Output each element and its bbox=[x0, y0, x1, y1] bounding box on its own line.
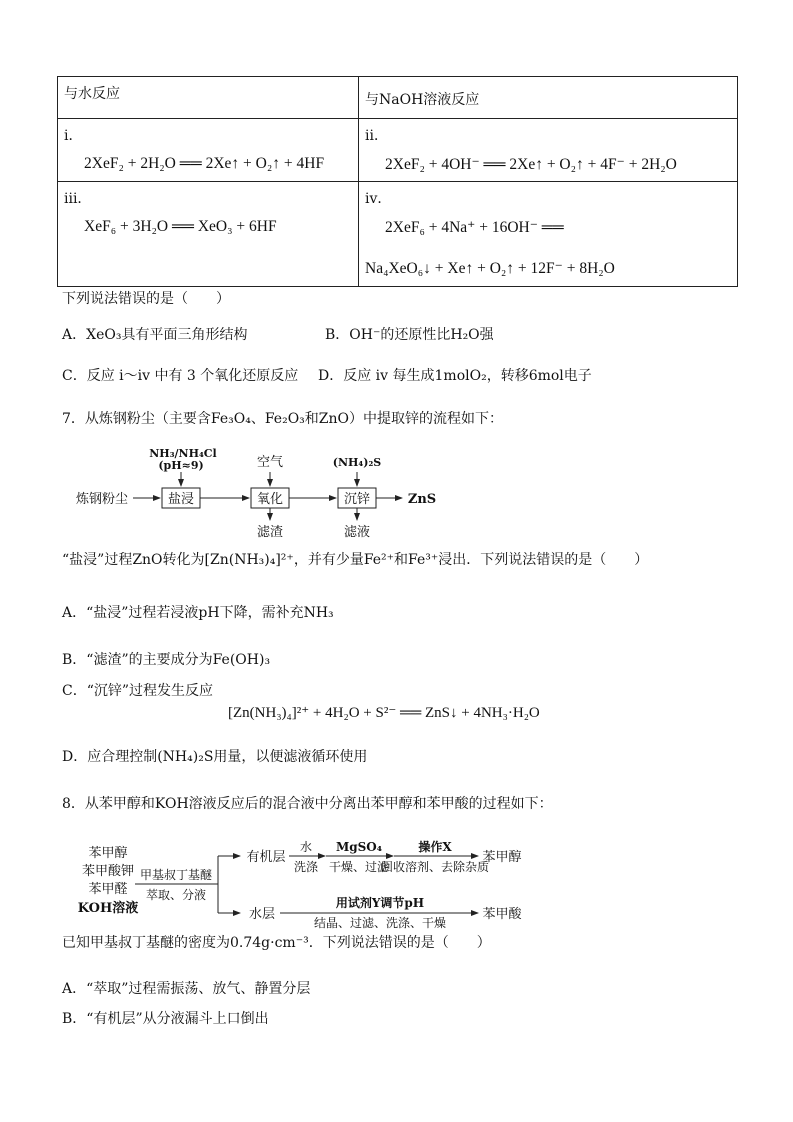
q8-option-b: B．“有机层”从分液漏斗上口倒出 bbox=[62, 1011, 269, 1027]
product-label: 苯甲酸 bbox=[482, 907, 522, 922]
reaction-label: iv． bbox=[365, 191, 392, 207]
reagent-label: 水 bbox=[299, 840, 313, 854]
step-label: 洗涤 bbox=[293, 860, 319, 874]
q6-option-d: D．反应 iv 每生成1molO₂，转移6mol电子 bbox=[318, 368, 592, 384]
q7-option-b: B．“滤渣”的主要成分为Fe(OH)₃ bbox=[62, 652, 271, 668]
mixture-item: KOH溶液 bbox=[77, 901, 139, 916]
equation: XeF₆ + 3H₂O ══ XeO₃ + 6HF bbox=[84, 218, 277, 235]
reagent-label: MgSO₄ bbox=[335, 840, 383, 854]
aqueous-layer: 水层 bbox=[248, 907, 276, 922]
output-label: 滤渣 bbox=[256, 525, 284, 540]
q6-stem: 下列说法错误的是（ ） bbox=[62, 291, 230, 307]
step-label: 结晶、过滤、洗涤、干燥 bbox=[313, 916, 447, 930]
reagent-label: 用试剂Y调节pH bbox=[335, 896, 425, 910]
input-label: (pH≈9) bbox=[158, 459, 204, 472]
end-label: ZnS bbox=[407, 492, 437, 507]
step-label: 沉锌 bbox=[343, 492, 371, 507]
q7-c-equation: [Zn(NH₃)₄]²⁺ + 4H₂O + S²⁻ ══ ZnS↓ + 4NH₃·H₂O bbox=[228, 705, 540, 721]
output-label: 滤液 bbox=[343, 525, 371, 540]
header-text: 与水反应 bbox=[64, 86, 120, 102]
q7-option-c: C．“沉锌”过程发生反应 bbox=[62, 683, 214, 699]
input-label: NH₃/NH₄Cl bbox=[149, 447, 217, 460]
q8-option-a: A．“萃取”过程需振荡、放气、静置分层 bbox=[62, 981, 311, 997]
equation: Na₄XeO₆↓ + Xe↑ + O₂↑ + 12F⁻ + 8H₂O bbox=[365, 260, 615, 277]
q8-note: 已知甲基叔丁基醚的密度为0.74g·cm⁻³．下列说法错误的是（ ） bbox=[62, 935, 491, 951]
mixture-item: 苯甲酸钾 bbox=[81, 864, 135, 879]
input-label: 空气 bbox=[256, 455, 284, 470]
q7-option-a: A．“盐浸”过程若浸液pH下降，需补充NH₃ bbox=[62, 605, 334, 621]
q6-option-b: B．OH⁻的还原性比H₂O强 bbox=[325, 327, 494, 343]
q8-stem: 8．从苯甲醇和KOH溶液反应后的混合液中分离出苯甲醇和苯甲酸的过程如下： bbox=[62, 796, 553, 812]
q7-option-d: D．应合理控制(NH₄)₂S用量，以便滤液循环使用 bbox=[62, 749, 368, 765]
equation: 2XeF₂ + 4OH⁻ ══ 2Xe↑ + O₂↑ + 4F⁻ + 2H₂O bbox=[385, 156, 677, 173]
equation: 2XeF₂ + 2H₂O ══ 2Xe↑ + O₂↑ + 4HF bbox=[84, 155, 325, 172]
q7-note: “盐浸”过程ZnO转化为[Zn(NH₃)₄]²⁺，并有少量Fe²⁺和Fe³⁺浸出．下列说法错误的是（ ） bbox=[62, 552, 649, 568]
step-label: 回收溶剂、去除杂质 bbox=[380, 860, 490, 874]
reagent-label: 甲基叔丁基醚 bbox=[139, 868, 213, 882]
equation: 2XeF₆ + 4Na⁺ + 16OH⁻ ══ bbox=[385, 219, 564, 236]
mixture-item: 苯甲醇 bbox=[88, 846, 128, 861]
reagent-label: 操作X bbox=[418, 840, 452, 854]
q6-option-c: C．反应 i～iv 中有 3 个氧化还原反应 bbox=[62, 368, 299, 384]
step-label: 萃取、分液 bbox=[145, 888, 207, 902]
reaction-label: i． bbox=[64, 128, 83, 144]
q7-stem: 7．从炼钢粉尘（主要含Fe₃O₄、Fe₂O₃和ZnO）中提取锌的流程如下： bbox=[62, 411, 503, 427]
header-text: 与NaOH溶液反应 bbox=[365, 92, 480, 108]
reaction-label: iii． bbox=[64, 191, 92, 207]
step-label: 氧化 bbox=[256, 492, 284, 507]
input-label: (NH₄)₂S bbox=[332, 456, 382, 469]
start-label: 炼钢粉尘 bbox=[75, 492, 129, 507]
product-label: 苯甲醇 bbox=[482, 850, 522, 865]
step-label: 盐浸 bbox=[167, 492, 195, 507]
step-label: 干燥、过滤 bbox=[328, 860, 390, 874]
mixture-item: 苯甲醛 bbox=[88, 882, 128, 897]
organic-layer: 有机层 bbox=[246, 850, 286, 865]
reaction-label: ii． bbox=[365, 128, 388, 144]
q6-option-a: A．XeO₃具有平面三角形结构 bbox=[62, 327, 248, 343]
